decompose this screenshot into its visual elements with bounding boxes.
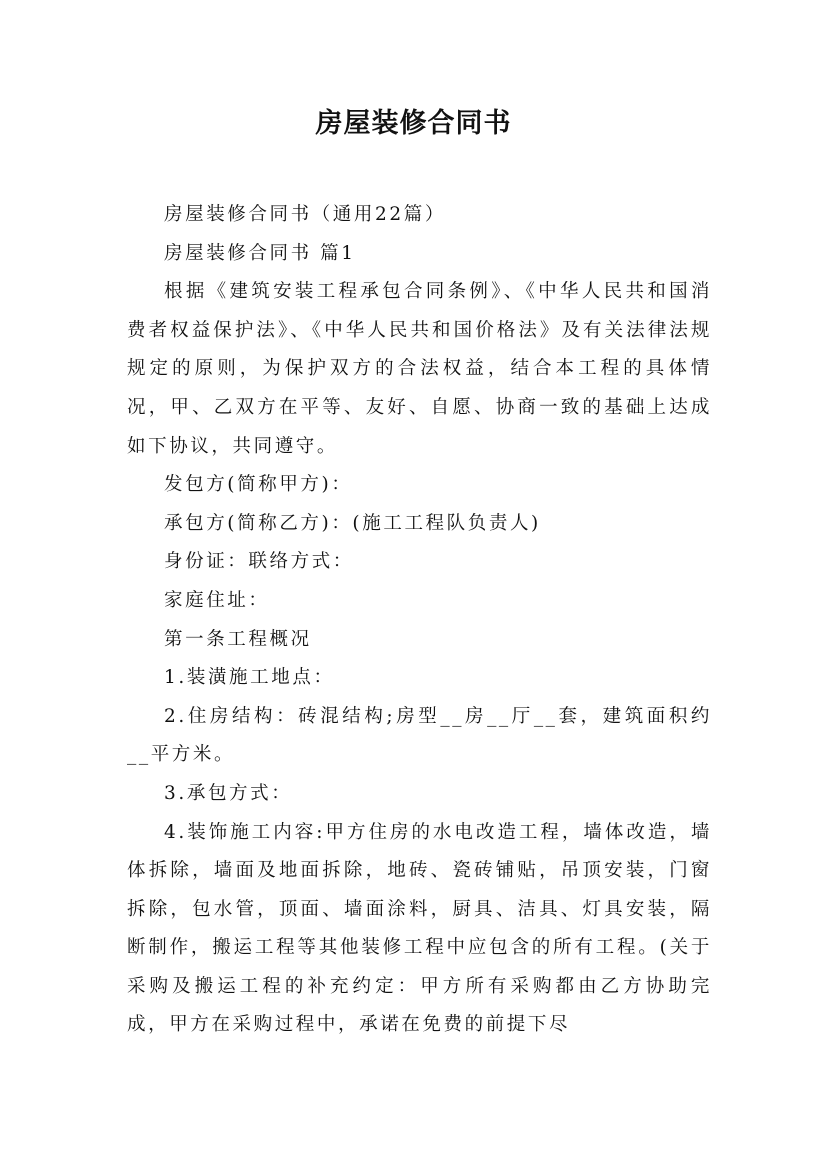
paragraph-item-2: 2.住房结构：砖混结构;房型__房__厅__套，建筑面积约__平方米。 (127, 705, 712, 766)
paragraph-party-b: 承包方(简称乙方)：(施工工程队负责人) (164, 512, 541, 534)
paragraph-subtitle: 房屋装修合同书（通用22篇） (164, 204, 446, 225)
paragraph-section-heading: 房屋装修合同书 篇1 (164, 242, 356, 264)
paragraph-item-1: 1.装潢施工地点： (164, 667, 335, 689)
paragraph-preamble: 根据《建筑安装工程承包合同条例》、《中华人民共和国消费者权益保护法》、《中华人民共和国价格法》及有关法律法规规定的原则，为保护双方的合法权益，结合本工程的具体情况，甲、乙双方在平等、友好、自愿、协商一致的基础上达成如下协议，共同遵守。 (127, 281, 712, 457)
paragraph-id-contact: 身份证：联络方式： (164, 551, 354, 573)
paragraph-item-3: 3.承包方式： (164, 782, 293, 804)
document-title: 房屋装修合同书 (315, 108, 512, 139)
paragraph-item-4: 4.装饰施工内容:甲方住房的水电改造工程，墙体改造，墙体拆除，墙面及地面拆除，地砖、瓷砖铺贴，吊顶安装，门窗拆除，包水管，顶面、墙面涂料，厨具、洁具、灯具安装，隔断制作，搬运工程等其他装修工程中应包含的所有工程。(关于采购及搬运工程的补充约定：甲方所有采购都由乙方协助完成，甲方在采购过程中，承诺在免费的前提下尽 (127, 821, 712, 1036)
paragraph-article-1: 第一条工程概况 (164, 628, 312, 650)
document-body (127, 196, 712, 1045)
paragraph-address: 家庭住址： (164, 589, 270, 611)
paragraph-party-a: 发包方(简称甲方)： (164, 474, 353, 496)
